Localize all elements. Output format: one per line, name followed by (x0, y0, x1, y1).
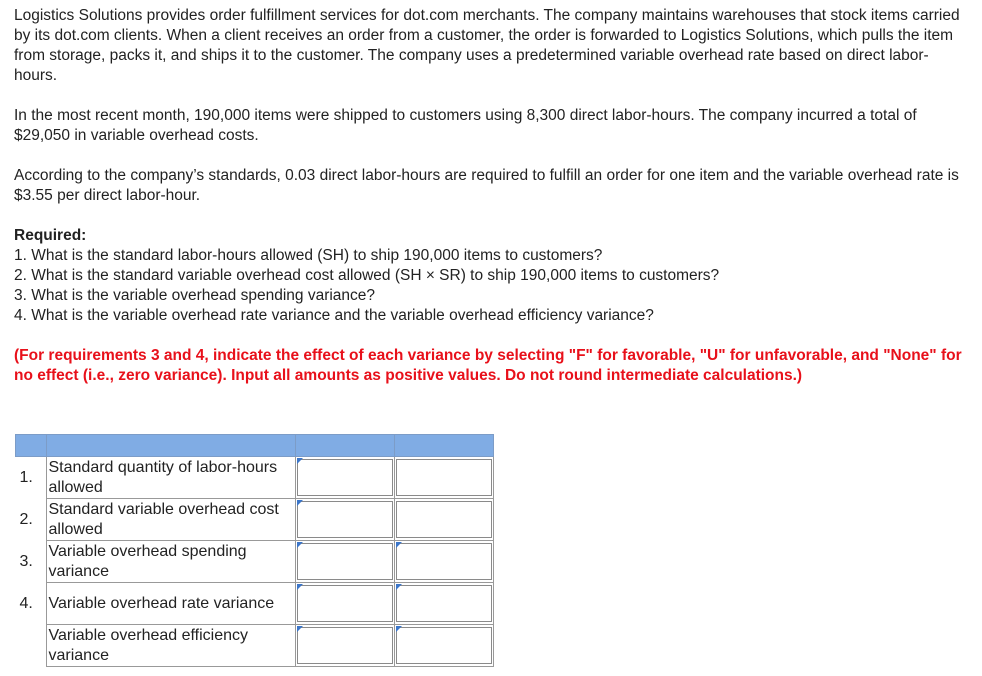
effect-select[interactable] (396, 543, 492, 580)
header-cell (394, 435, 493, 457)
requirements-list (14, 246, 964, 326)
row-number: 2. (16, 499, 47, 541)
table-row (16, 499, 494, 541)
row-number: 4. (16, 583, 47, 625)
amount-input[interactable] (297, 543, 393, 580)
input-marker-icon (297, 500, 303, 506)
amount-cell (295, 625, 394, 667)
header-cell (295, 435, 394, 457)
table-row (16, 583, 494, 625)
effect-select[interactable] (396, 585, 492, 622)
effect-cell (394, 583, 493, 625)
header-cell (16, 435, 47, 457)
answer-table (15, 434, 494, 667)
amount-input[interactable] (297, 459, 393, 496)
requirement-item: 4. What is the variable overhead rate variance and the variable overhead efficiency variance? (14, 307, 654, 324)
amount-cell (295, 457, 394, 499)
input-marker-icon (297, 542, 303, 548)
amount-cell (295, 583, 394, 625)
input-marker-icon (396, 584, 402, 590)
paragraph-standards: According to the company’s standards, 0.03 direct labor-hours are required to fulfill an order for one item and the variable overhead rate is $3.55 per direct labor-hour. (14, 167, 959, 204)
input-marker-icon (396, 542, 402, 548)
problem-statement (14, 6, 964, 386)
effect-cell (394, 499, 493, 541)
requirement-item: 1. What is the standard labor-hours allowed (SH) to ship 190,000 items to customers? (14, 247, 603, 264)
row-label: Variable overhead spending variance (46, 541, 295, 583)
amount-input[interactable] (297, 585, 393, 622)
table-row (16, 457, 494, 499)
effect-select[interactable] (396, 627, 492, 664)
instructions-note: (For requirements 3 and 4, indicate the effect of each variance by selecting "F" for favorable, "U" for unfavorable, and "None" for no effect (i.e., zero variance). Input all amounts as positive values. Do not round intermediate calculations.) (14, 347, 962, 384)
effect-cell (394, 457, 493, 499)
row-label: Variable overhead efficiency variance (46, 625, 295, 667)
row-number: 3. (16, 541, 47, 583)
input-marker-icon (297, 458, 303, 464)
effect-cell (394, 541, 493, 583)
input-marker-icon (297, 584, 303, 590)
row-number (16, 625, 47, 667)
table-row (16, 541, 494, 583)
paragraph-month-data: In the most recent month, 190,000 items were shipped to customers using 8,300 direct labor-hours. The company incurred a total of $29,050 in variable overhead costs. (14, 107, 917, 144)
effect-cell (394, 625, 493, 667)
row-label: Standard variable overhead cost allowed (46, 499, 295, 541)
input-marker-icon (396, 626, 402, 632)
row-label: Variable overhead rate variance (46, 583, 295, 625)
requirement-item: 3. What is the variable overhead spending variance? (14, 287, 376, 304)
row-label: Standard quantity of labor-hours allowed (46, 457, 295, 499)
effect-input[interactable] (396, 459, 492, 496)
row-number: 1. (16, 457, 47, 499)
input-marker-icon (297, 626, 303, 632)
requirement-item: 2. What is the standard variable overhead cost allowed (SH × SR) to ship 190,000 items to customers? (14, 267, 720, 284)
amount-cell (295, 499, 394, 541)
amount-input[interactable] (297, 501, 393, 538)
table-header-row (16, 435, 494, 457)
table-row (16, 625, 494, 667)
amount-input[interactable] (297, 627, 393, 664)
amount-cell (295, 541, 394, 583)
effect-input[interactable] (396, 501, 492, 538)
paragraph-intro: Logistics Solutions provides order fulfillment services for dot.com merchants. The company maintains warehouses that stock items carried by its dot.com clients. When a client receives an order from a customer, the order is forwarded to Logistics Solutions, which pulls the item from storage, packs it, and ships it to the customer. The company uses a predetermined variable overhead rate based on direct labor-hours. (14, 7, 960, 84)
header-cell (46, 435, 295, 457)
required-heading: Required: (14, 227, 87, 244)
